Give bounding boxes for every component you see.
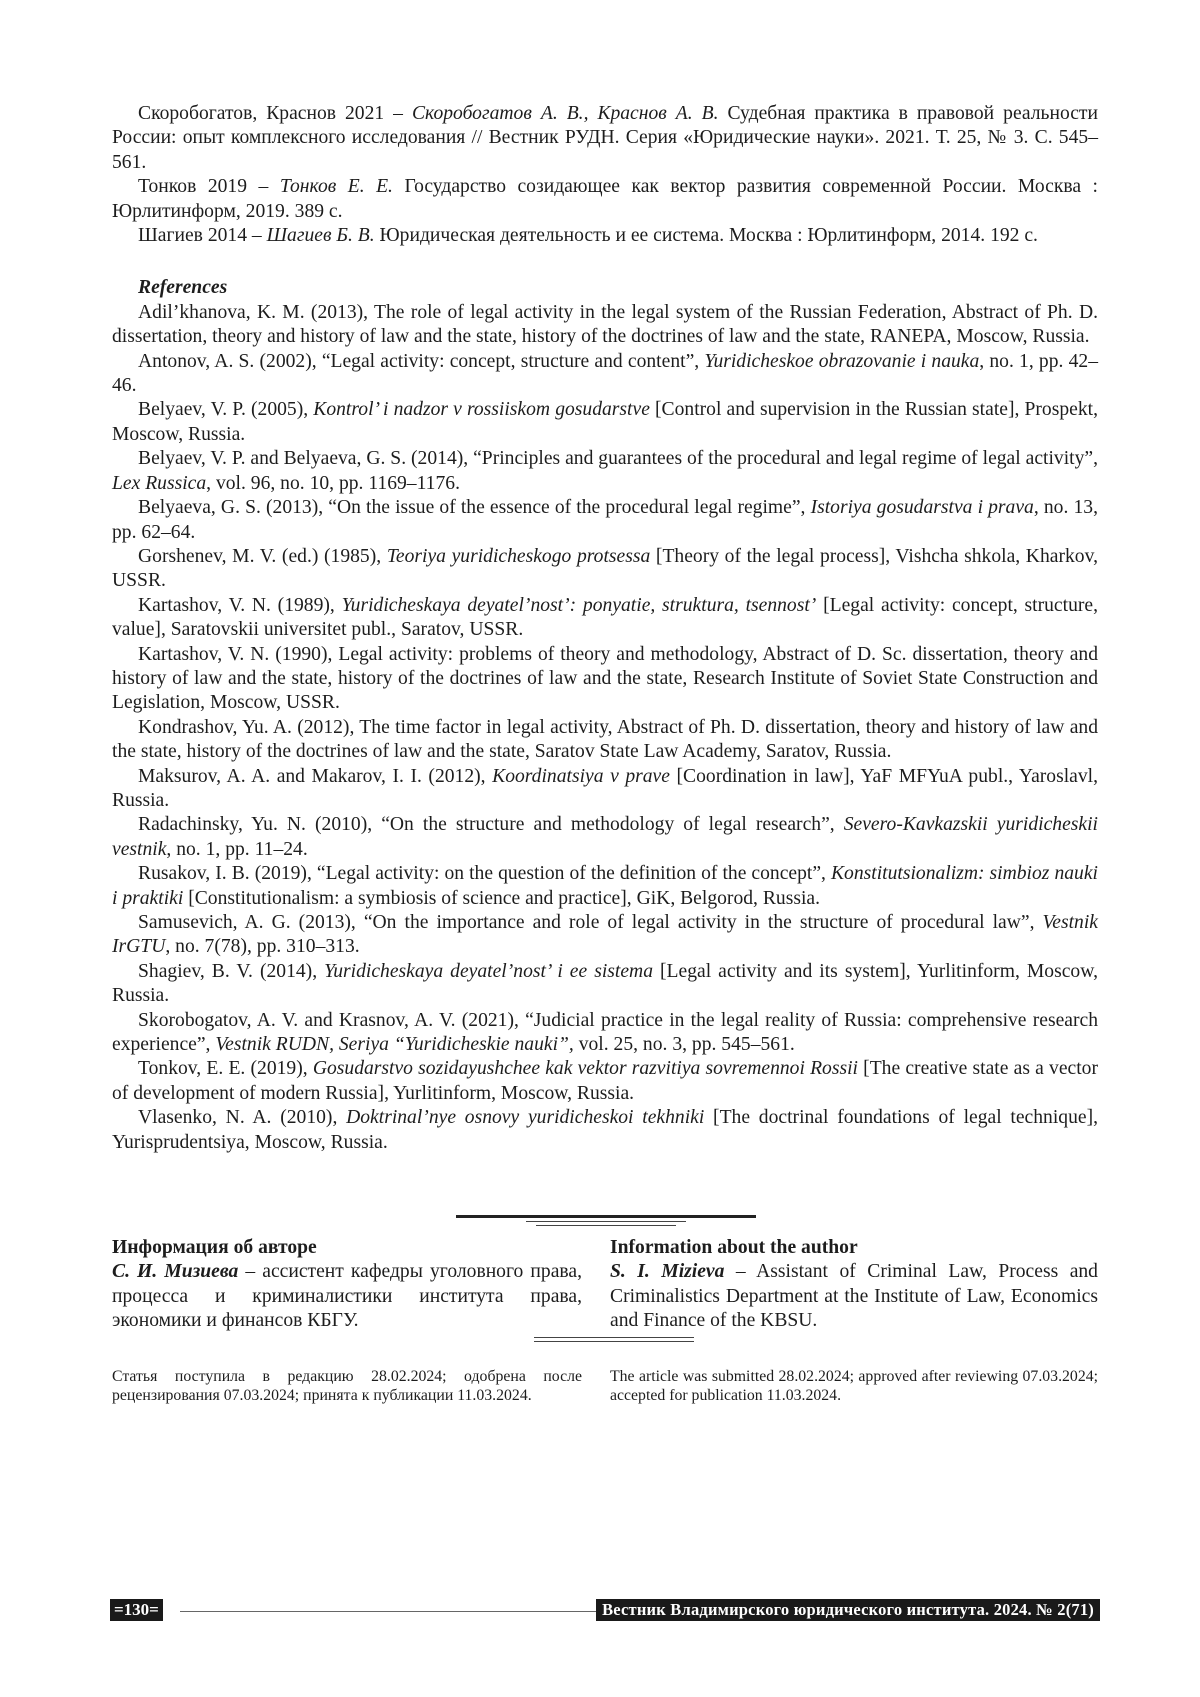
author-info-en xyxy=(610,1236,1098,1334)
author-info-heading-en: Information about the author xyxy=(610,1237,858,1258)
reference-item: Kondrashov, Yu. A. (2012), The time factor in legal activity, Abstract of Ph. D. dissertation, theory and history of law and the state, history of the doctrines of law and the state, Saratov State Law Academy, Saratov, Russia. xyxy=(112,716,1098,763)
reference-item: Kartashov, V. N. (1989), Yuridicheskaya deyatel’nost’: ponyatie, struktura, tsennost’ [Legal activity: concept, structure, value], Saratovskii universitet publ., Saratov, USSR. xyxy=(112,594,1098,641)
article-history-ru: Статья поступила в редакцию 28.02.2024; одобрена после рецензирования 07.03.2024; принята к публикации 11.03.2024. xyxy=(112,1368,582,1404)
author-info-heading-ru: Информация об авторе xyxy=(112,1237,317,1258)
reference-item: Maksurov, A. A. and Makarov, I. I. (2012), Koordinatsiya v prave [Coordination in law], YaF MFYuA publ., Yaroslavl, Russia. xyxy=(112,765,1098,811)
footer-rule xyxy=(180,1611,610,1612)
reference-item: Radachinsky, Yu. N. (2010), “On the structure and methodology of legal research”, Severo-Kavkazskii yuridicheskii vestnik, no. 1, pp. 11–24. xyxy=(112,814,1098,860)
reference-item: Vlasenko, N. A. (2010), Doktrinal’nye osnovy yuridicheskoi tekhniki [The doctrinal foundations of legal technique], Yurisprudentsiya, Moscow, Russia. xyxy=(112,1107,1098,1153)
reference-item: Antonov, A. S. (2002), “Legal activity: concept, structure and content”, Yuridicheskoe obrazovanie i nauka, no. 1, pp. 42–46. xyxy=(112,350,1098,397)
main-text xyxy=(112,102,1098,1155)
page-number: =130= xyxy=(110,1599,163,1621)
author-role-ru: – ассистент кафедры уголовного права, процесса и криминалистики института права, экономики и финансов КБГУ. xyxy=(112,1261,582,1332)
author-description-en xyxy=(610,1260,1098,1333)
russian-reference-item: Шагиев 2014 – Шагиев Б. В. Юридическая деятельность и ее система. Москва : Юрлитинформ, 2014. 192 с. xyxy=(138,225,1038,247)
section-divider-top xyxy=(456,1215,756,1231)
author-name-en: S. I. Mizieva xyxy=(610,1261,725,1283)
russian-reference-list xyxy=(112,102,1098,248)
reference-item: Skorobogatov, A. V. and Krasnov, A. V. (2021), “Judicial practice in the legal reality of Russia: comprehensive research experience”, Vestnik RUDN, Seriya “Yuridicheskie nauki”, vol. 25, no. 3, pp. 545–561. xyxy=(112,1009,1098,1056)
reference-item: Kartashov, V. N. (1990), Legal activity: problems of theory and methodology, Abstract of D. Sc. dissertation, theory and history of law and the state, history of the doctrines of law and the state, Research Institute of Soviet State Construction and Legislation, Moscow, USSR. xyxy=(112,643,1098,714)
russian-reference-item: Тонков 2019 – Тонков Е. Е. Государство созидающее как вектор развития современной России. Москва : Юрлитинформ, 2019. 389 с. xyxy=(112,176,1098,222)
reference-item: Adil’khanova, K. M. (2013), The role of legal activity in the legal system of the Russian Federation, Abstract of Ph. D. dissertation, theory and history of law and the state, history of the doctrines of law and the state, RANEPA, Moscow, Russia. xyxy=(112,301,1098,348)
section-divider-bottom xyxy=(534,1337,694,1345)
page-footer xyxy=(110,1599,1100,1621)
author-info-ru xyxy=(112,1236,582,1334)
russian-reference-item: Скоробогатов, Краснов 2021 – Скоробогатов А. В., Краснов А. В. Судебная практика в правовой реальности России: опыт комплексного исследования // Вестник РУДН. Серия «Юридические науки». 2021. Т. 25, № 3. С. 545–561. xyxy=(112,103,1098,173)
reference-item: Belyaev, V. P. and Belyaeva, G. S. (2014), “Principles and guarantees of the procedural and legal regime of legal activity”, Lex Russica, vol. 96, no. 10, pp. 1169–1176. xyxy=(112,448,1098,494)
reference-item: Gorshenev, M. V. (ed.) (1985), Teoriya yuridicheskogo protsessa [Theory of the legal process], Vishcha shkola, Kharkov, USSR. xyxy=(112,545,1098,592)
author-description-ru xyxy=(112,1260,582,1333)
references-heading: References xyxy=(138,277,228,299)
author-name-ru: С. И. Мизиева xyxy=(112,1261,239,1283)
english-reference-list xyxy=(112,301,1098,1155)
reference-item: Tonkov, E. E. (2019), Gosudarstvo sozidayushchee kak vektor razvitiya sovremennoi Rossii [The creative state as a vector of development of modern Russia], Yurlitinform, Moscow, Russia. xyxy=(112,1058,1098,1104)
author-role-en: – Assistant of Criminal Law, Process and Criminalistics Department at the Institute of Law, Economics and Finance of the KBSU. xyxy=(610,1261,1098,1332)
journal-title: Вестник Владимирского юридического института. 2024. № 2(71) xyxy=(596,1599,1100,1621)
reference-item: Samusevich, A. G. (2013), “On the importance and role of legal activity in the structure of procedural law”, Vestnik IrGTU, no. 7(78), pp. 310–313. xyxy=(112,912,1098,958)
reference-item: Belyaeva, G. S. (2013), “On the issue of the essence of the procedural legal regime”, Istoriya gosudarstva i prava, no. 13, pp. 62–64. xyxy=(112,497,1098,543)
reference-item: Shagiev, B. V. (2014), Yuridicheskaya deyatel’nost’ i ee sistema [Legal activity and its system], Yurlitinform, Moscow, Russia. xyxy=(112,960,1098,1007)
article-history-en: The article was submitted 28.02.2024; approved after reviewing 07.03.2024; accepted for publication 11.03.2024. xyxy=(610,1368,1098,1404)
reference-item: Belyaev, V. P. (2005), Kontrol’ i nadzor v rossiiskom gosudarstve [Control and supervision in the Russian state], Prospekt, Moscow, Russia. xyxy=(112,399,1098,445)
reference-item: Rusakov, I. B. (2019), “Legal activity: on the question of the definition of the concept”, Konstitutsionalizm: simbioz nauki i praktiki [Constitutionalism: a symbiosis of science and practice], GiK, Belgorod, Russia. xyxy=(112,863,1098,909)
